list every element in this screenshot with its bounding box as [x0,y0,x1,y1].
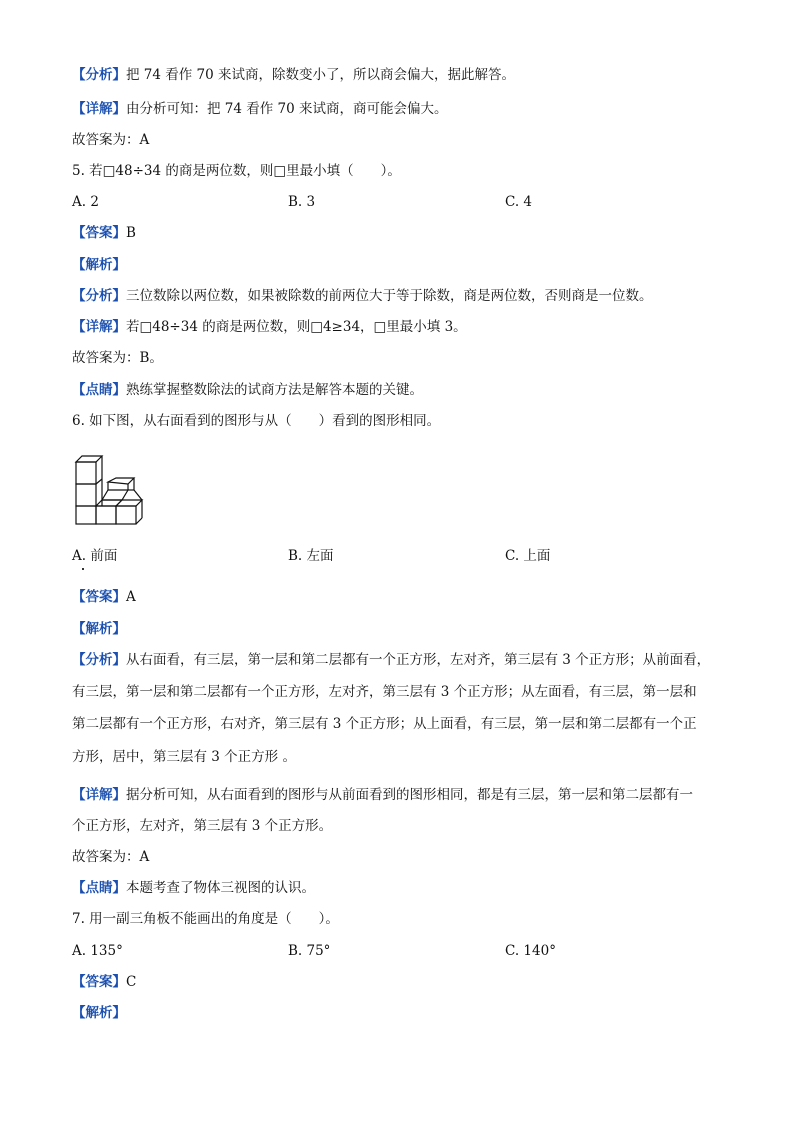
detail-text: 若□48÷34 的商是两位数，则□4≥34，□里最小填 3。 [126,319,467,335]
question-7 [72,910,339,928]
key-point-line [72,879,315,897]
explanation-tag: 【解析】 [72,1005,126,1021]
analysis-line [72,651,710,669]
key-point-tag: 【点睛】 [72,382,126,398]
analysis-line [72,66,515,84]
answer-line [72,973,136,991]
analysis-tag: 【分析】 [72,652,126,668]
analysis-text: 第二层都有一个正方形，右对齐，第三层有 3 个正方形；从上面看，有三层，第一层和第二层都有一个正 [72,716,697,732]
q6-option-c: C. 上面 [505,548,551,564]
answer-summary-text: 故答案为：A [72,132,150,148]
q5-option-a: A. 2 [72,194,99,210]
analysis-text: 从右面看，有三层，第一层和第二层都有一个正方形，左对齐，第三层有 3 个正方形；从前面看， [126,652,711,668]
analysis-continuation [72,715,697,733]
q5-option-c: C. 4 [505,194,533,210]
question-5 [72,162,401,180]
key-point-text: 本题考查了物体三视图的认识。 [126,880,315,896]
answer-summary [72,131,149,149]
detail-text: 据分析可知，从右面看到的图形与从前面看到的图形相同，都是有三层，第一层和第二层都有一 [126,787,693,803]
answer-summary-text: 故答案为：B。 [72,350,163,366]
analysis-tag: 【分析】 [72,67,126,83]
key-point-line [72,381,423,399]
answer-line [72,224,136,242]
q6-option-b: B. 左面 [288,548,334,564]
explanation-tag: 【解析】 [72,621,126,637]
answer-tag: 【答案】 [72,225,126,241]
q7-option-b: B. 75° [288,943,331,959]
cube-stack-drawing [72,452,148,528]
question-5-text: 5. 若□48÷34 的商是两位数，则□里最小填（ ）。 [72,163,401,179]
explanation-tag: 【解析】 [72,257,126,273]
detail-continuation [72,817,332,835]
explanation-heading [72,1004,126,1022]
answer-summary [72,848,149,866]
analysis-text: 把 74 看作 70 来试商，除数变小了，所以商会偏大，据此解答。 [126,67,516,83]
cube-stack-figure [72,452,148,532]
answer-summary-text: 故答案为：A [72,849,150,865]
question-6-text: 6. 如下图，从右面看到的图形与从（ ）看到的图形相同。 [72,413,441,429]
answer-text: B [126,225,136,241]
analysis-text: 有三层，第一层和第二层都有一个正方形，左对齐，第三层有 3 个正方形；从左面看，有三层，第一层和 [72,684,697,700]
key-point-text: 熟练掌握整数除法的试商方法是解答本题的关键。 [126,382,423,398]
q7-option-c: C. 140° [505,943,556,959]
detail-line [72,318,467,336]
detail-tag: 【详解】 [72,101,126,117]
key-point-tag: 【点睛】 [72,880,126,896]
analysis-continuation [72,683,697,701]
q5-option-b: B. 3 [288,194,316,210]
answer-summary [72,349,163,367]
explanation-heading [72,256,126,274]
analysis-line [72,287,653,305]
detail-text: 由分析可知：把 74 看作 70 来试商，商可能会偏大。 [126,101,448,117]
answer-line [72,588,136,606]
detail-line [72,786,693,804]
analysis-text: 三位数除以两位数，如果被除数的前两位大于等于除数，商是两位数，否则商是一位数。 [126,288,653,304]
analysis-tag: 【分析】 [72,288,126,304]
q6-option-a: A. 前面 [72,548,118,564]
answer-tag: 【答案】 [72,974,126,990]
analysis-text: 方形，居中，第三层有 3 个正方形 。 [72,749,296,765]
detail-tag: 【详解】 [72,787,126,803]
answer-text: A [126,589,136,605]
analysis-continuation [72,748,296,766]
detail-tag: 【详解】 [72,319,126,335]
answer-tag: 【答案】 [72,589,126,605]
question-7-text: 7. 用一副三角板不能画出的角度是（ ）。 [72,911,339,927]
stray-dot [82,568,84,570]
explanation-heading [72,620,126,638]
q7-option-a: A. 135° [72,943,123,959]
answer-text: C [126,974,137,990]
detail-text: 个正方形，左对齐，第三层有 3 个正方形。 [72,818,333,834]
detail-line [72,100,448,118]
question-6 [72,412,440,430]
